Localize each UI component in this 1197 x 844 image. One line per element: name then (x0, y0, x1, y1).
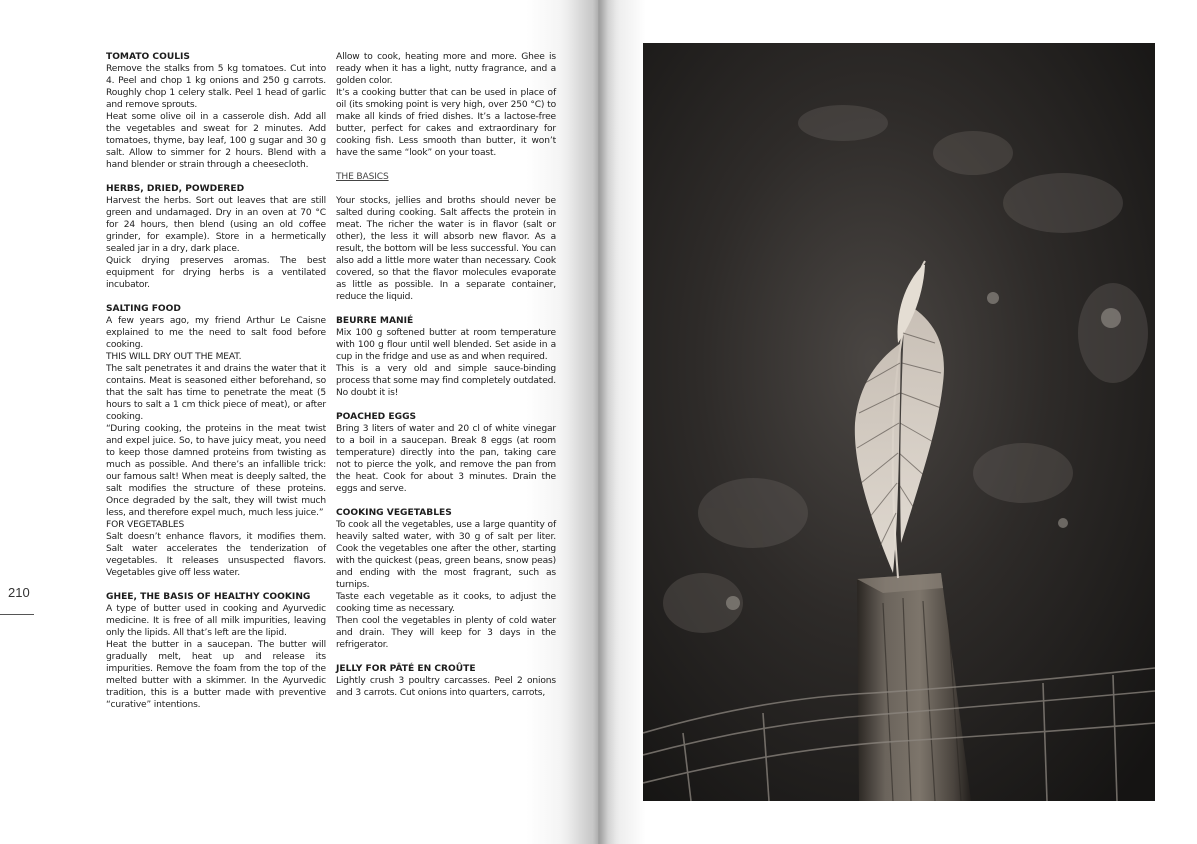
text-column-left (106, 51, 326, 723)
paragraph: A type of butter used in cooking and Ayurvedic medicine. It is free of all milk impurities, leaving only the lipids. All that’s left are the lipid. (106, 604, 326, 638)
section-ghee-continued (336, 51, 556, 159)
paragraph: The salt penetrates it and drains the water that it contains. Meat is seasoned either beforehand, so that the salt has time to penetrate the meat (5 hours to salt a 1 cm thick piece of meat), or after cooking. (106, 364, 326, 422)
paragraph: Salt doesn’t enhance flavors, it modifies them. Salt water accelerates the tenderization of vegetables. It releases unsuspected flavors. Vegetables give off less water. (106, 532, 326, 578)
paragraph: This is a very old and simple sauce-binding process that some may find completely outdated. No doubt it is! (336, 364, 556, 398)
left-page (0, 0, 598, 844)
section-heading: BEURRE MANIÉ (336, 316, 414, 326)
section-heading: JELLY FOR PÂTÉ EN CROÛTE (336, 664, 476, 674)
feather-on-fence-post-photo (643, 43, 1155, 801)
section-poached-eggs (336, 411, 556, 495)
paragraph: Taste each vegetable as it cooks, to adjust the cooking time as necessary. (336, 592, 556, 614)
paragraph: Lightly crush 3 poultry carcasses. Peel 2 onions and 3 carrots. Cut onions into quarters, carrots, (336, 676, 556, 698)
page-number: 210 (8, 585, 30, 600)
section-heading: SALTING FOOD (106, 304, 181, 314)
paragraph: Heat some olive oil in a casserole dish. Add all the vegetables and sweat for 2 minutes. Add tomatoes, thyme, bay leaf, 100 g sugar and 30 g salt. Allow to simmer for 2 hours. Blend with a hand blender or strain through a cheesecloth. (106, 112, 326, 170)
section-heading: TOMATO COULIS (106, 52, 190, 62)
page-number-rule (0, 614, 34, 615)
section-heading: HERBS, DRIED, POWDERED (106, 184, 245, 194)
section-salting-food (106, 303, 326, 579)
paragraph: Bring 3 liters of water and 20 cl of white vinegar to a boil in a saucepan. Break 8 eggs (at room temperature) directly into the pan, taking care not to pierce the yolk, and remove the pan from the heat. Cook for about 3 minutes. Drain the eggs and serve. (336, 424, 556, 494)
section-heading: COOKING VEGETABLES (336, 508, 452, 518)
the-basics-heading: THE BASICS (336, 172, 389, 182)
section-tomato-coulis (106, 51, 326, 171)
section-jelly-pate-en-croute (336, 663, 556, 699)
quote-paragraph: “During cooking, the proteins in the meat twist and expel juice. So, to have juicy meat, you need to keep those damned proteins from twisting as much as possible. And there’s an infallible trick: our famous salt! When meat is deeply salted, the salt modifies the structure of these proteins. Once degraded by the salt, they will twist much less, and therefore expel much, much less juice.” (106, 424, 326, 518)
paragraph: A few years ago, my friend Arthur Le Caisne explained to me the need to salt food before cooking. (106, 316, 326, 350)
section-ghee (106, 591, 326, 711)
paragraph: FOR VEGETABLES (106, 520, 185, 530)
section-heading: POACHED EGGS (336, 412, 417, 422)
paragraph: To cook all the vegetables, use a large quantity of heavily salted water, with 30 g of salt per liter. Cook the vegetables one after the other, starting with the quickest (peas, green beans, snow peas) and ending with the most fragrant, such as turnips. (336, 520, 556, 590)
paragraph: Remove the stalks from 5 kg tomatoes. Cut into 4. Peel and chop 1 kg onions and 250 g carrots. Roughly chop 1 celery stalk. Peel 1 head of garlic and remove sprouts. (106, 64, 326, 110)
paragraph: THIS WILL DRY OUT THE MEAT. (106, 352, 242, 362)
paragraph: It’s a cooking butter that can be used in place of oil (its smoking point is very high, over 250 °C) to make all kinds of fried dishes. It’s a lactose-free butter, perfect for cakes and extraordinary for cooking fish. Less smooth than butter, it won’t have the same “look” on your toast. (336, 88, 556, 158)
section-cooking-vegetables (336, 507, 556, 651)
section-the-basics (336, 195, 556, 303)
paragraph: Allow to cook, heating more and more. Ghee is ready when it has a light, nutty fragrance, and a golden color. (336, 52, 556, 86)
paragraph: Harvest the herbs. Sort out leaves that are still green and undamaged. Dry in an oven at 70 °C for 24 hours, then blend (using an old coffee grinder, for example). Store in a hermetically sealed jar in a dry, dark place. (106, 196, 326, 254)
section-herbs-dried-powdered (106, 183, 326, 291)
section-heading: GHEE, THE BASIS OF HEALTHY COOKING (106, 592, 311, 602)
section-beurre-manie (336, 315, 556, 399)
paragraph: Heat the butter in a saucepan. The butter will gradually melt, heat up and release its impurities. Remove the foam from the top of the melted butter with a skimmer. In the Ayurvedic tradition, this is a butter made with preventive “curative” intentions. (106, 640, 326, 710)
paragraph: Your stocks, jellies and broths should never be salted during cooking. Salt affects the protein in meat. The richer the water is in flavor (salt or other), the less it will absorb new flavor. As a result, the bottom will be less successful. You can also add a little more water than necessary. Cook covered, so that the flavor molecules evaporate as little as possible. In a separate container, reduce the liquid. (336, 196, 556, 302)
paragraph: Then cool the vegetables in plenty of cold water and drain. They will keep for 3 days in the refrigerator. (336, 616, 556, 650)
photo-illustration (643, 43, 1155, 801)
text-column-right (336, 51, 556, 711)
paragraph: Mix 100 g softened butter at room temperature with 100 g flour until well blended. Set aside in a cup in the fridge and use as and when required. (336, 328, 556, 362)
paragraph: Quick drying preserves aromas. The best equipment for drying herbs is a ventilated incubator. (106, 256, 326, 290)
